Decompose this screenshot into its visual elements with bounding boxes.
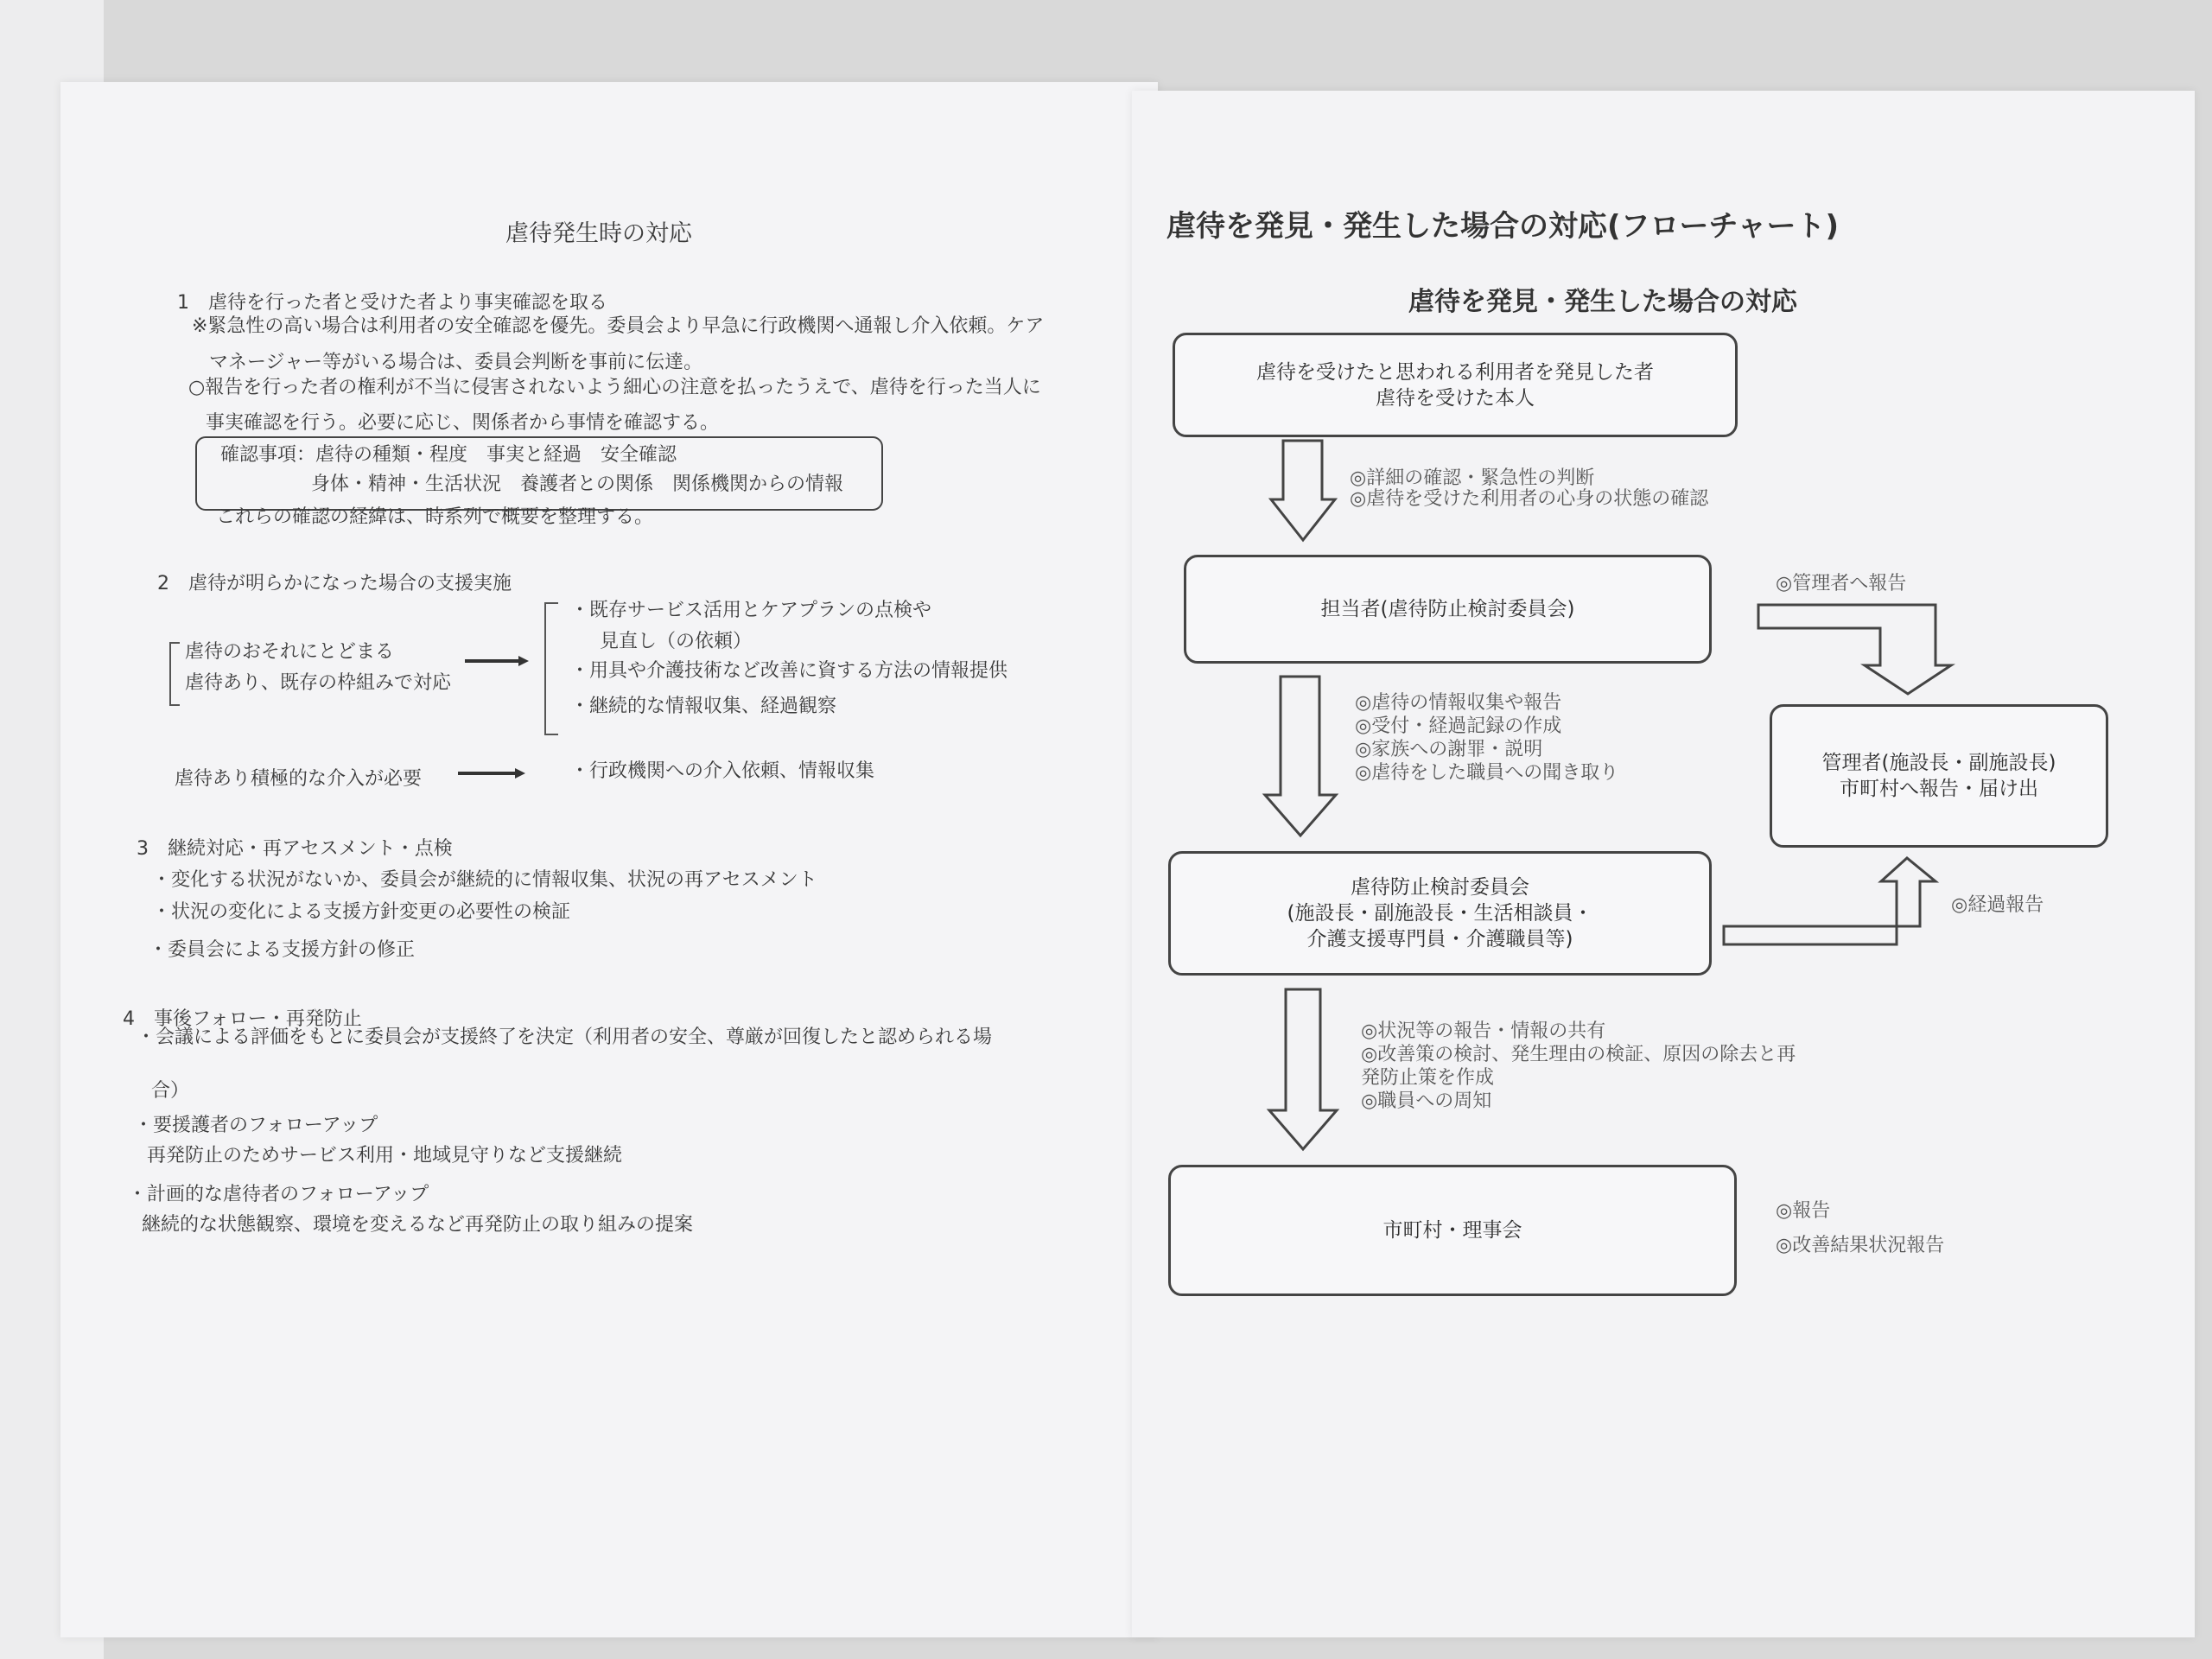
note-3-line-2: ◎改善策の検討、発生理由の検証、原因の除去と再 <box>1361 1044 1796 1065</box>
note-report-to-manager: ◎管理者へ報告 <box>1776 573 1907 594</box>
support-condition-3: 虐待あり積極的な介入が必要 <box>175 768 423 790</box>
section-4-bullet-2: ・要援護者のフォローアップ <box>134 1115 378 1136</box>
note-2-line-1: ◎虐待の情報収集や報告 <box>1355 692 1562 714</box>
flow-box-discoverer-line-2: 虐待を受けた本人 <box>1376 386 1535 410</box>
note-3-line-1: ◎状況等の報告・情報の共有 <box>1361 1020 1606 1042</box>
flow-box-manager-line-2: 市町村へ報告・届け出 <box>1840 778 2038 800</box>
left-page-title: 虐待発生時の対応 <box>505 220 692 247</box>
flow-box-person-in-charge-label: 担当者(虐待防止検討委員会) <box>1320 598 1575 620</box>
support-action-4: ・行政機関への介入依頼、情報収集 <box>570 760 875 782</box>
note-4-line-1: ◎報告 <box>1776 1200 1831 1222</box>
support-condition-1: 虐待のおそれにとどまる <box>185 641 395 663</box>
note-1-line-2: ◎虐待を受けた利用者の心身の状態の確認 <box>1350 488 1709 510</box>
section-1-line-4: 事実確認を行う。必要に応じ、関係者から事情を確認する。 <box>206 412 720 434</box>
arrow-head-2 <box>515 768 525 779</box>
note-2-line-3: ◎家族への謝罪・説明 <box>1355 739 1543 760</box>
section-4-bullet-3: ・計画的な虐待者のフォローアップ <box>128 1184 429 1205</box>
flow-box-committee-line-2: (施設長・副施設長・生活相談員・ <box>1287 902 1593 925</box>
section-1-heading: 1 虐待を行った者と受けた者より事実確認を取る <box>177 292 607 314</box>
note-4-line-2: ◎改善結果状況報告 <box>1776 1235 1945 1256</box>
section-4-bullet-2b: 再発防止のためサービス利用・地域見守りなど支援継続 <box>147 1145 623 1166</box>
section-3-bullet-3: ・委員会による支援方針の修正 <box>149 939 416 961</box>
support-condition-2: 虐待あり、既存の枠組みで対応 <box>185 672 452 694</box>
section-2-heading: 2 虐待が明らかになった場合の支援実施 <box>157 573 512 594</box>
note-2-line-2: ◎受付・経過記録の作成 <box>1355 715 1562 737</box>
note-1-line-1: ◎詳細の確認・緊急性の判断 <box>1350 467 1595 489</box>
section-4-bullet-1b: 合） <box>151 1080 190 1102</box>
confirmation-items-line-1: 確認事項：虐待の種類・程度 事実と経過 安全確認 <box>220 444 677 466</box>
flowchart-subtitle: 虐待を発見・発生した場合の対応 <box>1408 287 1797 317</box>
section-1-line-1: ※緊急性の高い場合は利用者の安全確認を優先。委員会より早急に行政機関へ通報し介入依頼。ケア <box>192 315 1045 337</box>
note-progress-report: ◎経過報告 <box>1951 894 2044 916</box>
section-3-bullet-2: ・状況の変化による支援方針変更の必要性の検証 <box>152 901 571 923</box>
flowchart-title: 虐待を発見・発生した場合の対応(フローチャート) <box>1166 209 1840 244</box>
confirmation-items-line-2: 身体・精神・生活状況 養護者との関係 関係機関からの情報 <box>311 474 844 495</box>
section-4-bullet-1: ・会議による評価をもとに委員会が支援終了を決定（利用者の安全、尊厳が回復したと認められる場 <box>137 1027 993 1048</box>
section-4-heading: 4 事後フォロー・再発防止 <box>123 1008 362 1030</box>
note-2-line-4: ◎虐待をした職員への聞き取り <box>1355 762 1619 784</box>
arrow-head-1 <box>518 656 529 666</box>
support-action-3: ・継続的な情報収集、経過観察 <box>570 696 837 717</box>
section-4-bullet-3b: 継続的な状態観察、環境を変えるなど再発防止の取り組みの提案 <box>142 1214 694 1236</box>
support-action-2: ・用具や介護技術など改善に資する方法の情報提供 <box>570 660 1008 682</box>
section-1-line-5: これらの確認の経緯は、時系列で概要を整理する。 <box>216 506 654 528</box>
section-3-heading: 3 継続対応・再アセスメント・点検 <box>137 838 453 860</box>
flow-box-discoverer-line-1: 虐待を受けたと思われる利用者を発見した者 <box>1256 360 1654 384</box>
section-3-bullet-1: ・変化する状況がないか、委員会が継続的に情報収集、状況の再アセスメント <box>152 869 817 891</box>
note-3-line-4: ◎職員への周知 <box>1361 1090 1492 1112</box>
flow-box-municipality-label: 市町村・理事会 <box>1382 1219 1522 1242</box>
support-action-1: ・既存サービス活用とケアプランの点検や <box>570 600 932 621</box>
section-1-line-2: マネージャー等がいる場合は、委員会判断を事前に伝達。 <box>209 352 703 373</box>
flow-box-committee-line-1: 虐待防止検討委員会 <box>1351 876 1529 899</box>
note-3-line-3: 発防止策を作成 <box>1361 1067 1495 1089</box>
flow-box-manager-line-1: 管理者(施設長・副施設長) <box>1821 752 2056 774</box>
support-action-1b: 見直し（の依頼） <box>600 631 753 652</box>
section-1-line-3: ○報告を行った者の権利が不当に侵害されないよう細心の注意を払ったうえで、虐待を行った当人に <box>188 377 1041 398</box>
flow-box-committee-line-3: 介護支援専門員・介護職員等) <box>1306 928 1573 950</box>
